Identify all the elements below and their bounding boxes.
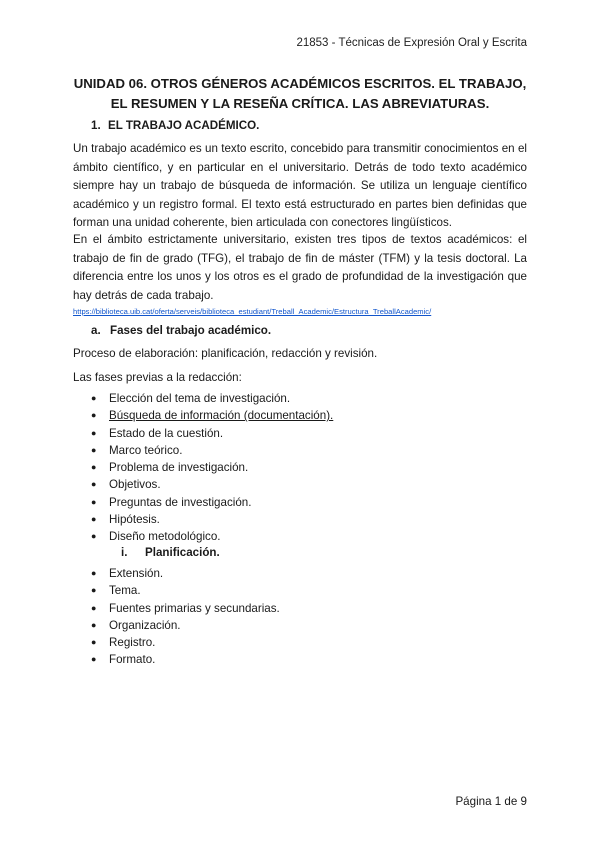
bullet-icon: ●: [91, 462, 97, 473]
list-item: ● Estado de la cuestión.: [91, 425, 333, 442]
list-item: ● Preguntas de investigación.: [91, 494, 333, 511]
bullet-icon: ●: [91, 393, 97, 403]
subsubsection-title: Planificación.: [145, 546, 220, 559]
unit-title-line-1: UNIDAD 06. OTROS GÉNEROS ACADÉMICOS ESCRITOS. EL TRABAJO,: [73, 76, 527, 91]
subsubsection-heading-planning: [121, 546, 220, 559]
subsection-number: a.: [91, 324, 101, 337]
bullet-icon: ●: [91, 619, 97, 630]
paragraph-types: En el ámbito estrictamente universitario, existen tres tipos de textos académicos: el trabajo de fin de grado (TFG), el trabajo de fin de máster (TFM) y la tesis doctoral. La diferencia entre los unos y los otros es el grado de profundidad de la investigación que hay detrás de cada trabajo.: [73, 233, 527, 302]
section-heading: [91, 119, 259, 132]
list-item: ● Marco teórico.: [91, 442, 333, 459]
list-item: ● Problema de investigación.: [91, 459, 333, 476]
bullet-icon: ●: [91, 427, 97, 438]
list-item: ● Tema.: [91, 582, 280, 599]
list-item: ● Búsqueda de información (documentación).: [91, 407, 333, 424]
bullet-icon: ●: [91, 410, 97, 421]
bullet-icon: ●: [91, 514, 97, 525]
bullet-icon: ●: [91, 496, 97, 507]
list-item: ● Organización.: [91, 617, 280, 634]
bullet-icon: ●: [91, 585, 97, 596]
planning-list: [91, 565, 280, 669]
reference-link[interactable]: https://biblioteca.uib.cat/oferta/serveis/biblioteca_estudiant/Treball_Academic/Estructura_TreballAcademic/: [73, 307, 432, 316]
page-number: Página 1 de 9: [455, 795, 527, 808]
bullet-icon: ●: [91, 602, 97, 613]
bullet-icon: ●: [91, 637, 97, 648]
bullet-icon: ●: [91, 479, 97, 490]
list-item: ● Registro.: [91, 634, 280, 651]
subsection-heading-phases: [91, 324, 271, 337]
subsubsection-number: i.: [121, 546, 128, 559]
list-item: ● Formato.: [91, 651, 280, 668]
running-header: 21853 - Técnicas de Expresión Oral y Escrita: [296, 37, 527, 49]
process-text: Proceso de elaboración: planificación, redacción y revisión.: [73, 347, 378, 360]
list-item: ● Objetivos.: [91, 476, 333, 493]
paragraph-definition: Un trabajo académico es un texto escrito, concebido para transmitir conocimientos en el ámbito científico, y en particular en el universitario. Detrás de todo texto académico siempre hay un trabajo de búsqueda de información. Se utiliza un lenguaje científico académico y un registro formal. El texto está estructurado en partes bien definidas que forman una unidad coherente, bien articulada con conectores lingüísticos.: [73, 142, 527, 230]
list-item: ● Elección del tema de investigación.: [91, 390, 333, 407]
list-item: ● Fuentes primarias y secundarias.: [91, 600, 280, 617]
subsection-title: Fases del trabajo académico.: [110, 324, 272, 337]
section-title: EL TRABAJO ACADÉMICO.: [108, 119, 260, 132]
bullet-icon: ●: [91, 531, 97, 542]
phases-list: [91, 390, 333, 546]
unit-title-line-2: EL RESUMEN Y LA RESEÑA CRÍTICA. LAS ABREVIATURAS.: [110, 96, 490, 111]
bullet-icon: ●: [91, 444, 97, 455]
list-item: ● Hipótesis.: [91, 511, 333, 528]
unit-title: [73, 74, 527, 114]
bullet-icon: ●: [91, 654, 97, 665]
list-item: ● Diseño metodológico.: [91, 528, 333, 545]
phases-intro: Las fases previas a la redacción:: [73, 371, 242, 384]
list-item: ● Extensión.: [91, 565, 280, 582]
section-number: 1.: [91, 119, 101, 132]
bullet-icon: ●: [91, 568, 97, 578]
